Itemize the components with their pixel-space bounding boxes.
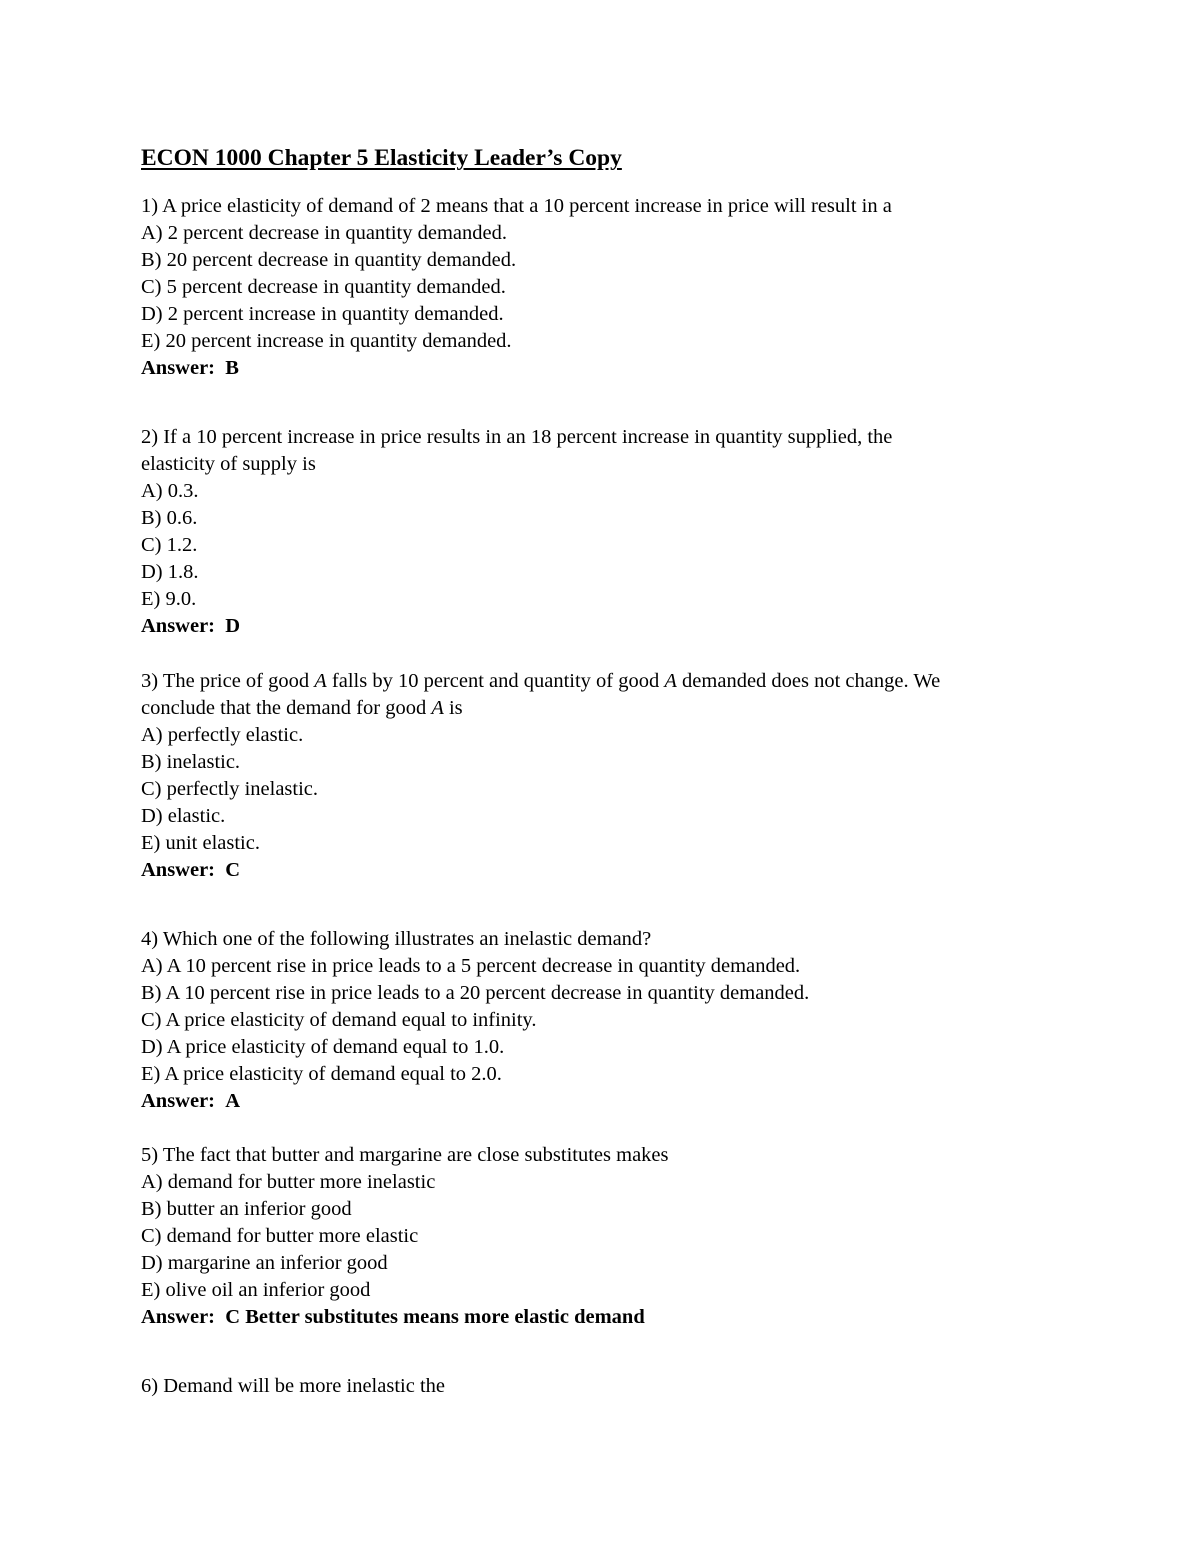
question-1-option-d: D) 2 percent increase in quantity demanded. bbox=[141, 303, 504, 325]
question-1-answer bbox=[141, 355, 239, 382]
question-2-answer bbox=[141, 613, 240, 640]
question-3-answer bbox=[141, 857, 240, 884]
question-3-option-c: C) perfectly inelastic. bbox=[141, 778, 319, 800]
question-5-option-d: D) margarine an inferior good bbox=[141, 1252, 388, 1274]
answer-label: Answer: bbox=[141, 859, 216, 881]
answer-value: A bbox=[225, 1090, 241, 1112]
answer-value: C bbox=[225, 859, 241, 881]
question-5-option-a: A) demand for butter more inelastic bbox=[141, 1171, 436, 1193]
question-3-option-b: B) inelastic. bbox=[141, 751, 241, 773]
question-2-option-e: E) 9.0. bbox=[141, 588, 197, 610]
document-title: ECON 1000 Chapter 5 Elasticity Leader’s Copy bbox=[141, 145, 622, 171]
answer-value: B bbox=[225, 357, 239, 379]
question-1-stem: 1) A price elasticity of demand of 2 means that a 10 percent increase in price will result in a bbox=[141, 195, 892, 217]
question-3-stem-line-2 bbox=[141, 695, 463, 722]
variable-a: A bbox=[314, 670, 327, 692]
stem-text: falls by 10 percent and quantity of good bbox=[326, 670, 665, 692]
question-3-stem-line-1 bbox=[141, 668, 940, 695]
question-1-option-c: C) 5 percent decrease in quantity demanded. bbox=[141, 276, 506, 298]
variable-a: A bbox=[664, 670, 677, 692]
question-3-option-a: A) perfectly elastic. bbox=[141, 724, 304, 746]
stem-text: 3) The price of good bbox=[141, 670, 315, 692]
answer-value: D bbox=[225, 615, 241, 637]
question-1-option-b: B) 20 percent decrease in quantity demanded. bbox=[141, 249, 517, 271]
question-2-stem-line-1: 2) If a 10 percent increase in price results in an 18 percent increase in quantity supplied, the bbox=[141, 426, 893, 448]
question-4-stem: 4) Which one of the following illustrates an inelastic demand? bbox=[141, 928, 652, 950]
question-1-option-a: A) 2 percent decrease in quantity demanded. bbox=[141, 222, 507, 244]
question-4-answer bbox=[141, 1088, 240, 1115]
question-2-stem-line-2: elasticity of supply is bbox=[141, 453, 316, 475]
question-5-option-e: E) olive oil an inferior good bbox=[141, 1279, 371, 1301]
answer-value: C Better substitutes means more elastic demand bbox=[225, 1306, 645, 1328]
stem-text: is bbox=[443, 697, 463, 719]
question-3-option-d: D) elastic. bbox=[141, 805, 226, 827]
question-2-option-d: D) 1.8. bbox=[141, 561, 199, 583]
answer-label: Answer: bbox=[141, 615, 216, 637]
stem-text: conclude that the demand for good bbox=[141, 697, 432, 719]
variable-a: A bbox=[431, 697, 444, 719]
question-5-option-c: C) demand for butter more elastic bbox=[141, 1225, 419, 1247]
question-5-answer bbox=[141, 1304, 645, 1331]
answer-label: Answer: bbox=[141, 1306, 216, 1328]
answer-label: Answer: bbox=[141, 1090, 216, 1112]
question-4-option-d: D) A price elasticity of demand equal to 1.0. bbox=[141, 1036, 505, 1058]
question-4-option-c: C) A price elasticity of demand equal to infinity. bbox=[141, 1009, 537, 1031]
question-4-option-e: E) A price elasticity of demand equal to 2.0. bbox=[141, 1063, 502, 1085]
question-5-stem: 5) The fact that butter and margarine are close substitutes makes bbox=[141, 1144, 669, 1166]
question-2-option-b: B) 0.6. bbox=[141, 507, 198, 529]
question-3-option-e: E) unit elastic. bbox=[141, 832, 260, 854]
stem-text: demanded does not change. We bbox=[676, 670, 941, 692]
question-2-option-a: A) 0.3. bbox=[141, 480, 199, 502]
question-6-stem: 6) Demand will be more inelastic the bbox=[141, 1375, 445, 1397]
question-2-option-c: C) 1.2. bbox=[141, 534, 198, 556]
question-5-option-b: B) butter an inferior good bbox=[141, 1198, 352, 1220]
answer-label: Answer: bbox=[141, 357, 216, 379]
question-4-option-a: A) A 10 percent rise in price leads to a 5 percent decrease in quantity demanded. bbox=[141, 955, 801, 977]
question-4-option-b: B) A 10 percent rise in price leads to a 20 percent decrease in quantity demanded. bbox=[141, 982, 810, 1004]
question-1-option-e: E) 20 percent increase in quantity demanded. bbox=[141, 330, 512, 352]
